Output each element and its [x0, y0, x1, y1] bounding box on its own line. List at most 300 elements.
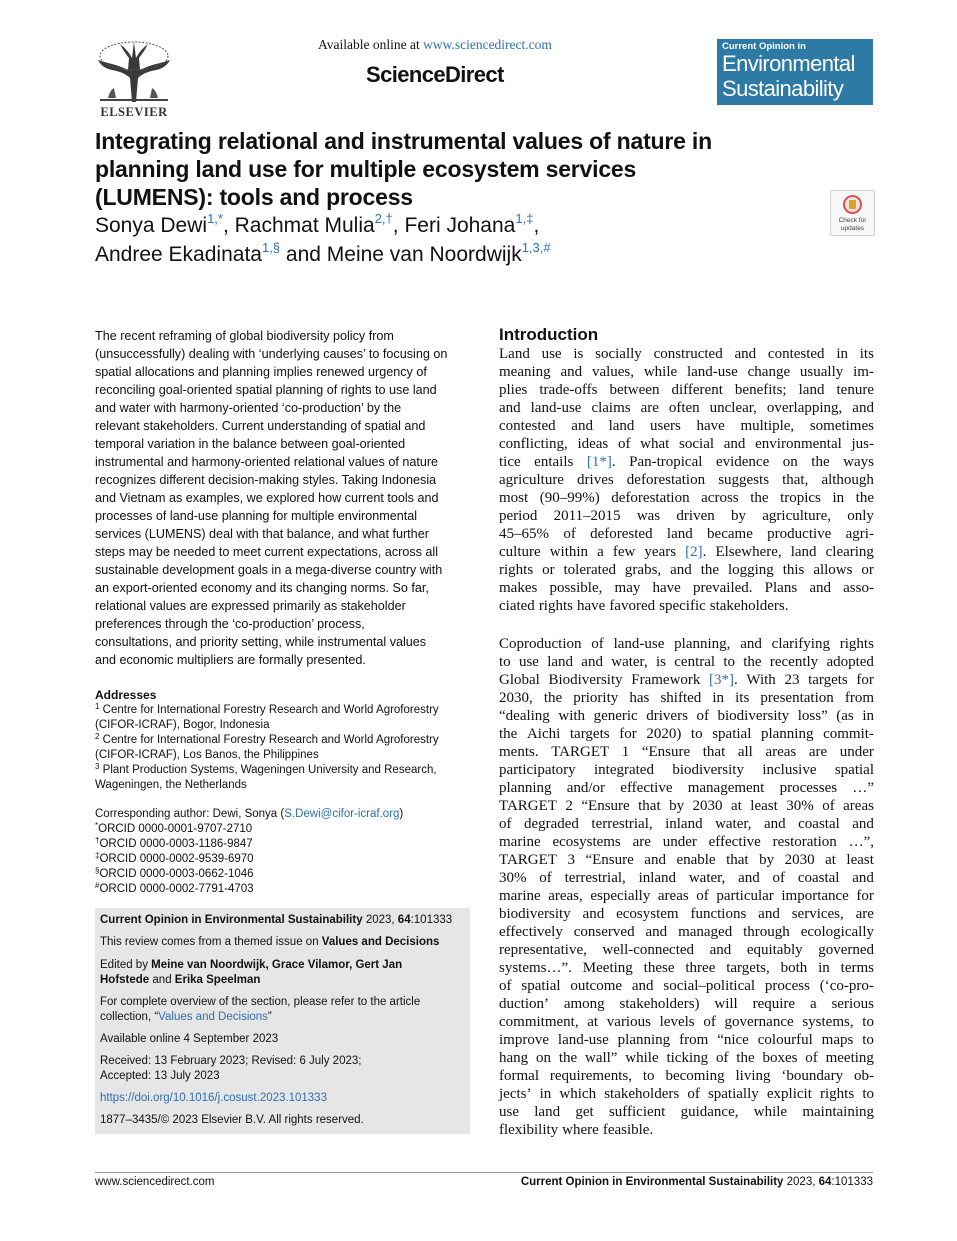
word: by — [669, 798, 685, 814]
word: of — [499, 978, 512, 994]
word: and — [709, 942, 732, 958]
editor-name: Erika Speelman — [174, 974, 261, 986]
word: use — [499, 1104, 519, 1120]
word: representative, — [499, 942, 587, 958]
word: a — [809, 996, 817, 1012]
address-line — [95, 703, 470, 718]
word: living — [735, 1068, 771, 1084]
word: of — [687, 1086, 700, 1102]
address-text: Plant Production Systems, Wageningen University and Research, — [102, 764, 437, 776]
word: the — [499, 726, 518, 742]
editors-line-2 — [100, 973, 260, 988]
word: at — [587, 1014, 599, 1030]
word: formal — [499, 1068, 539, 1084]
word: require — [752, 996, 796, 1012]
word: or — [861, 562, 874, 578]
citation-punct: . — [611, 454, 616, 470]
word: ob- — [853, 1068, 874, 1084]
word: for — [619, 726, 637, 742]
word: by — [759, 852, 775, 868]
word: to — [862, 1014, 874, 1030]
paragraph-line — [499, 707, 874, 725]
word: systems, — [802, 1014, 854, 1030]
word: while — [753, 1104, 788, 1120]
word: im- — [853, 364, 874, 380]
address-line — [95, 763, 470, 778]
citation-ref[interactable] — [587, 453, 616, 471]
word: enable — [676, 852, 716, 868]
word: planning — [760, 726, 814, 742]
word: deforested — [590, 526, 653, 542]
word: users — [650, 418, 681, 434]
word: socially — [595, 346, 642, 362]
word: in — [539, 1086, 552, 1102]
orcid-symbol: # — [95, 881, 100, 890]
paragraph-line — [499, 525, 874, 543]
affil-number: 1 — [95, 702, 100, 711]
word: from — [679, 1032, 709, 1048]
addresses — [95, 688, 470, 793]
word: and — [670, 562, 692, 578]
citation-bracket[interactable]: [3*] — [709, 672, 735, 688]
word: TARGET — [551, 744, 610, 760]
word: drives — [577, 472, 614, 488]
word: have — [576, 598, 606, 614]
paragraph-line — [499, 417, 874, 435]
word: and — [740, 636, 762, 652]
abstract-line: consultations, and priority setting, while instrumental values — [95, 635, 427, 649]
word: and — [852, 816, 874, 832]
paragraph-line — [499, 561, 874, 579]
word: overlapping, — [766, 400, 843, 416]
word: …” — [852, 780, 874, 796]
word: “Ensure — [641, 744, 691, 760]
paragraph-line — [499, 923, 874, 941]
word: contested — [499, 418, 556, 434]
author-name[interactable]: Sonya Dewi — [95, 214, 208, 237]
word: to — [690, 726, 703, 742]
corresponding-suffix: ) — [399, 808, 404, 820]
word: both — [780, 960, 808, 976]
word: favored — [609, 598, 656, 614]
paragraph-line — [499, 851, 874, 869]
citation-ref[interactable] — [685, 543, 706, 561]
introduction-paragraph-1 — [499, 345, 874, 615]
word: most — [499, 490, 529, 506]
introduction-heading: Introduction — [499, 325, 599, 344]
word: of — [772, 870, 786, 886]
word: of — [715, 1050, 729, 1066]
word: ways — [843, 454, 874, 470]
word: 2030, — [499, 690, 533, 706]
paragraph-line — [499, 995, 874, 1013]
word: least — [846, 852, 874, 868]
word: and — [644, 852, 666, 868]
corresponding-author — [95, 807, 470, 897]
word: among — [563, 996, 605, 1012]
abstract-line: reconciling goal-oriented spatial planning of rights to use land — [95, 383, 437, 397]
word: in — [818, 960, 830, 976]
word: from — [844, 690, 874, 706]
word: stakeholders. — [709, 598, 789, 614]
word: presentation — [760, 690, 834, 706]
word: driven — [676, 508, 715, 524]
word: maps — [821, 1032, 854, 1048]
word: clarifying — [771, 636, 830, 652]
word: prevailed. — [692, 580, 753, 596]
word: ‘boundary — [781, 1068, 844, 1084]
word: explicit — [766, 1086, 812, 1102]
word: to — [862, 1032, 874, 1048]
word: Pan-tropical — [629, 454, 703, 470]
email-link[interactable]: S.Dewi@cifor-icraf.org — [284, 808, 400, 820]
word: Framework — [631, 672, 701, 688]
author-conjunction: and — [285, 243, 321, 266]
word: while — [643, 364, 678, 380]
footer-journal: Current Opinion in Environmental Sustainability — [520, 1176, 784, 1188]
word: inland — [665, 816, 703, 832]
citation-punct: . — [734, 672, 738, 688]
word: …”, — [848, 834, 874, 850]
word: in — [712, 690, 725, 706]
word: “Ensure — [581, 798, 630, 814]
word: outcome — [570, 978, 623, 994]
orcid-symbol: ‡ — [95, 851, 100, 860]
word: (90–99%) — [539, 490, 600, 506]
word: change — [747, 364, 791, 380]
word: serious — [831, 996, 874, 1012]
paragraph-line — [499, 887, 874, 905]
abstract-line: The recent reframing of global biodiversity policy from — [95, 329, 394, 343]
paragraph-line — [499, 779, 874, 797]
word: “dealing — [499, 708, 550, 724]
word: and — [560, 364, 583, 380]
word: central — [674, 654, 716, 670]
address-text: Wageningen, the Netherlands — [95, 779, 247, 791]
word: “Ensure — [585, 852, 634, 868]
word: conflicting, — [499, 436, 568, 452]
word: biodiversity — [717, 708, 790, 724]
word: 2020) — [646, 726, 682, 742]
elsevier-wordmark: ELSEVIER — [100, 105, 168, 119]
orcid-text[interactable]: ORCID 0000-0002-9539-6970 — [99, 853, 254, 865]
overview-line-1: For complete overview of the section, please refer to the article — [100, 996, 421, 1008]
word: to — [642, 1068, 655, 1084]
citation-punct: . — [702, 544, 707, 560]
word: marine — [499, 888, 541, 904]
word: specific — [659, 598, 706, 614]
word: targets — [808, 672, 848, 688]
title-line: planning land use for multiple ecosystem services — [95, 156, 637, 182]
word: With — [746, 672, 776, 688]
word: areas — [657, 888, 689, 904]
word: meaning — [499, 364, 551, 380]
word: through — [743, 924, 790, 940]
abstract-line: (unsuccessfully) dealing with ‘underlying causes’ to focusing on — [95, 347, 448, 361]
editors-names: Meine van Noordwijk, Grace Vilamor, Gert Jan — [151, 959, 403, 971]
author-affil[interactable]: 2,† — [374, 211, 393, 226]
footer-site[interactable]: www.sciencedirect.com — [95, 1176, 215, 1188]
author-name[interactable]: Meine van Noordwijk — [326, 243, 522, 266]
word: rights — [499, 562, 534, 578]
available-online-label: Available online at — [318, 37, 420, 52]
word: ecosystem — [616, 906, 679, 922]
word: especially — [590, 888, 651, 904]
word: a — [597, 544, 604, 560]
word: and — [852, 400, 874, 416]
overview-prefix: collection, “ — [100, 1011, 159, 1023]
paragraph-line — [499, 597, 874, 615]
paragraph-line — [499, 815, 874, 833]
word: the — [743, 654, 762, 670]
word: agriculture — [499, 472, 564, 488]
paragraph-line — [499, 1085, 874, 1103]
word: conserved — [573, 924, 635, 940]
word: 2 — [565, 798, 573, 814]
received-revised-line: Received: 13 February 2023; Revised: 6 July 2023; — [100, 1055, 362, 1067]
word: where — [562, 1122, 599, 1138]
themed-issue-line — [100, 935, 439, 950]
word: land — [798, 382, 825, 398]
word: although — [821, 472, 874, 488]
word: ecologically — [800, 924, 874, 940]
word: this — [782, 562, 805, 578]
word: and — [582, 906, 605, 922]
editors-and: and — [152, 974, 172, 986]
word: often — [668, 400, 700, 416]
paragraph-line — [499, 1067, 874, 1085]
accepted-line: Accepted: 13 July 2023 — [100, 1070, 220, 1082]
word: have — [652, 580, 681, 596]
orcid-text[interactable]: ORCID 0000-0003-0662-1046 — [99, 868, 254, 880]
orcid-text[interactable]: ORCID 0000-0002-7791-4703 — [99, 883, 254, 895]
word: was — [636, 508, 661, 524]
word: trade-offs — [539, 382, 598, 398]
footer-article: :101333 — [831, 1176, 873, 1188]
word: all — [737, 744, 753, 760]
author-name[interactable]: Rachmat Mulia — [234, 214, 375, 237]
word: least — [750, 798, 778, 814]
author-name[interactable]: Andree Ekadinata — [95, 243, 262, 266]
word: and — [581, 654, 603, 670]
word: get — [575, 1104, 594, 1120]
sciencedirect-wordmark[interactable]: ScienceDirect — [366, 62, 504, 87]
paragraph-line — [499, 689, 874, 707]
word: in — [832, 490, 845, 506]
word: social–political — [663, 978, 756, 994]
journal-badge-line1: Environmental — [722, 51, 855, 76]
word: land-use — [613, 636, 665, 652]
author-affil[interactable]: 1,§ — [261, 240, 281, 255]
word: and — [499, 400, 521, 416]
word: tropics — [780, 490, 821, 506]
word: Plans — [764, 580, 798, 596]
abstract-line: instrumental and harmony-oriented relational values of nature — [95, 455, 439, 469]
word: that — [638, 798, 661, 814]
check-updates-line: Check for — [838, 217, 867, 224]
word: at — [825, 852, 836, 868]
word: Biodiversity — [548, 672, 623, 688]
word: areas — [843, 798, 874, 814]
word: that — [702, 744, 726, 760]
paragraph-line — [499, 1121, 874, 1139]
word: land — [666, 526, 693, 542]
paragraph-line — [499, 869, 874, 887]
word: these — [643, 960, 675, 976]
journal-cover-badge[interactable] — [717, 39, 873, 105]
word: well-connected — [602, 942, 695, 958]
check-updates-icon — [843, 195, 862, 214]
abstract-line: relevant stakeholders. Current understanding of spatial and — [95, 419, 426, 433]
doi-link[interactable]: https://doi.org/10.1016/j.cosust.2023.101333 — [100, 1092, 327, 1104]
word: degraded — [523, 816, 579, 832]
word: plies — [499, 382, 528, 398]
word: processes — [779, 780, 838, 796]
word: its — [859, 346, 874, 362]
paragraph-line — [499, 471, 874, 489]
abstract-line: sustainable development goals in a mega-diverse country with — [95, 563, 443, 577]
check-for-updates-button[interactable] — [830, 190, 875, 236]
word: water, — [715, 816, 752, 832]
word: planning — [617, 1032, 671, 1048]
paragraph-line — [499, 453, 874, 471]
word: 30% — [786, 798, 814, 814]
abstract-line: and water with harmony-oriented ‘co-production’ by the — [95, 401, 402, 415]
word: various — [606, 1014, 651, 1030]
word: drivers — [646, 708, 688, 724]
word: values, — [591, 364, 635, 380]
abstract-line: temporal variation in the balance between goal-oriented — [95, 437, 406, 451]
paragraph-line — [499, 743, 874, 761]
word: of — [696, 888, 709, 904]
word: spatial — [834, 762, 874, 778]
paragraph-line — [499, 959, 874, 977]
author-affil[interactable]: 1,‡ — [515, 211, 534, 226]
word: of — [805, 1050, 818, 1066]
citation-line — [100, 913, 452, 928]
word: and — [571, 418, 593, 434]
citation-bracket[interactable]: [2] — [685, 544, 703, 560]
word: ciated — [499, 598, 535, 614]
abstract-line: relational values are expressed primarily as stakeholder — [95, 599, 406, 613]
word: and — [764, 816, 786, 832]
word: that, — [782, 472, 809, 488]
author-line-2 — [95, 240, 551, 269]
author-affil[interactable]: 1,* — [207, 211, 223, 226]
doi-line — [100, 1091, 327, 1106]
word: rights — [820, 1086, 855, 1102]
word: tolerated — [563, 562, 616, 578]
word: 30% — [499, 870, 527, 886]
word: and/or — [566, 780, 606, 796]
word: is — [573, 346, 584, 362]
word: terms — [840, 960, 874, 976]
word: requirements, — [549, 1068, 632, 1084]
word: unclear, — [709, 400, 757, 416]
word: of — [696, 708, 709, 724]
citation-bracket[interactable]: [1*] — [586, 454, 612, 470]
address-text: Centre for International Forestry Research and World Agroforestry — [102, 734, 439, 746]
word: of — [591, 636, 604, 652]
orcid-text[interactable]: ORCID 0000-0001-9707-2710 — [98, 823, 253, 835]
editors-line-1 — [100, 958, 402, 973]
word: shifted — [660, 690, 702, 706]
word: under — [662, 834, 697, 850]
word: Land — [499, 346, 530, 362]
word: suggests — [718, 472, 770, 488]
word: productive — [767, 526, 832, 542]
article-info-box — [95, 908, 470, 1134]
sciencedirect-link[interactable]: www.sciencedirect.com — [423, 37, 552, 52]
word: coastal — [797, 870, 840, 886]
word: ticking — [666, 1050, 709, 1066]
word: stakeholders) — [619, 996, 700, 1012]
author-list — [95, 211, 551, 269]
word: possible, — [549, 580, 603, 596]
word: its — [735, 690, 750, 706]
citation-ref[interactable] — [709, 671, 738, 689]
word: to — [862, 1086, 874, 1102]
corresponding-line — [95, 807, 470, 822]
word: culture — [499, 544, 541, 560]
word: effective — [708, 834, 761, 850]
word: of — [563, 526, 576, 542]
orcid-line — [95, 867, 470, 882]
word: 2011–2015 — [553, 508, 621, 524]
orcid-text[interactable]: ORCID 0000-0003-1186-9847 — [99, 838, 253, 850]
word: areas — [765, 744, 797, 760]
word: targets, — [726, 960, 770, 976]
word: which — [559, 1086, 597, 1102]
word: spatial — [712, 726, 752, 742]
word: use — [518, 654, 539, 670]
word: environmental — [755, 436, 842, 452]
word: multiple, — [740, 418, 795, 434]
orcid-line — [95, 852, 470, 867]
article-title — [95, 127, 815, 211]
word: of — [617, 436, 631, 452]
word: and — [738, 870, 760, 886]
citation-year: 2023, — [365, 914, 395, 926]
word: terrestrial, — [591, 816, 653, 832]
word: constructed — [653, 346, 723, 362]
paragraph-line — [499, 345, 874, 363]
address-line — [95, 733, 470, 748]
word: agri- — [845, 526, 874, 542]
word: effectively — [499, 924, 563, 940]
word: within — [549, 544, 589, 560]
paragraph-line — [499, 435, 874, 453]
word: the — [811, 454, 830, 470]
orcid-symbol: * — [95, 821, 99, 830]
word: governed — [818, 942, 874, 958]
journal-name: Current Opinion in Environmental Sustainability — [100, 914, 363, 926]
orcid-line — [95, 822, 470, 837]
author-affil[interactable]: 1,3,# — [521, 240, 551, 255]
word: spatial — [521, 978, 561, 994]
author-name[interactable]: Feri Johana — [404, 214, 516, 237]
elsevier-logo[interactable] — [94, 38, 174, 120]
word: and — [852, 870, 874, 886]
collection-link[interactable]: Values and Decisions — [158, 1011, 268, 1023]
word: the — [558, 1050, 578, 1066]
citation-article: :101333 — [410, 914, 453, 926]
word: have — [696, 418, 725, 434]
word: under — [839, 744, 874, 760]
address-line — [95, 778, 470, 793]
word: improve — [499, 1032, 549, 1048]
word: became — [707, 526, 753, 542]
